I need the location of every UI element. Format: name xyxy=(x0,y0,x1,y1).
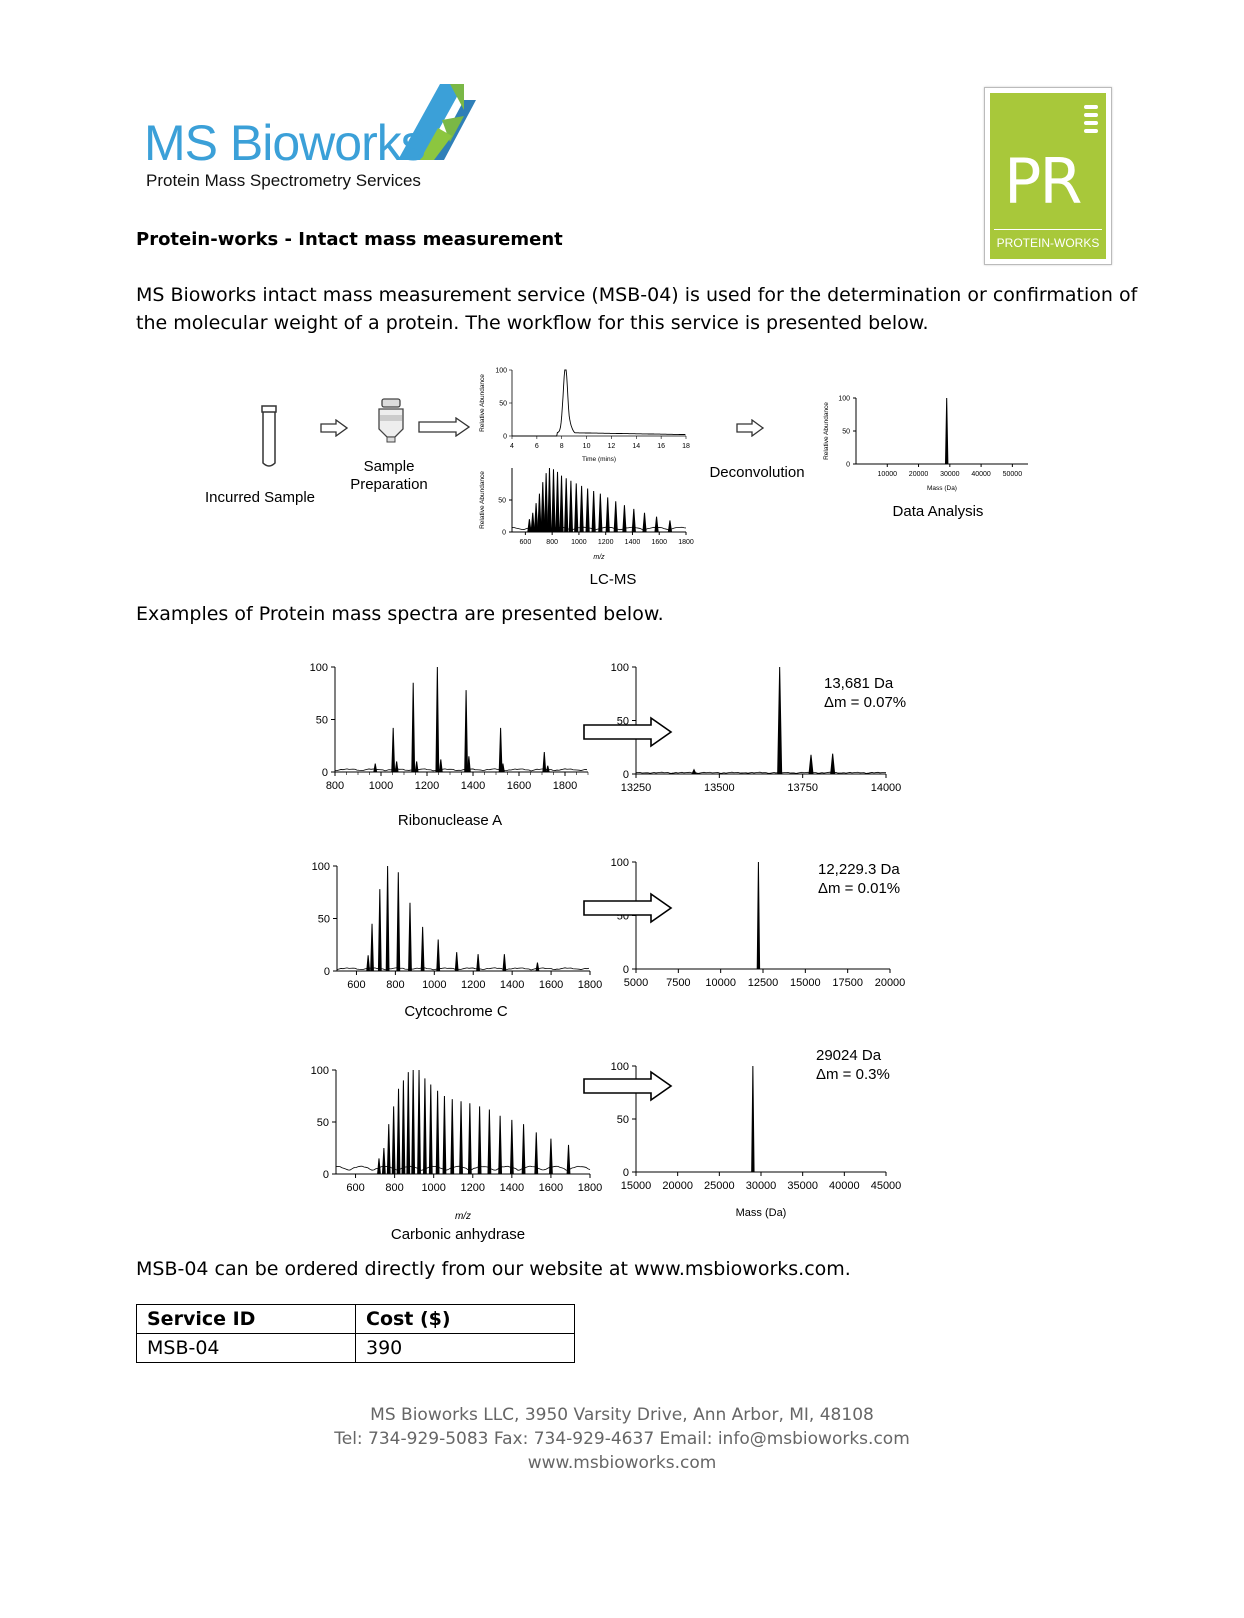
spectrum-peak xyxy=(545,473,548,532)
chromatogram-trace xyxy=(512,370,685,436)
badge-letters: PR xyxy=(1004,145,1081,218)
spectrum-name: Carbonic anhydrase xyxy=(390,1226,526,1243)
x-tick-label: 800 xyxy=(386,979,405,991)
spectrum-peak xyxy=(831,754,835,774)
spectrum-peak xyxy=(407,1072,410,1174)
y-axis-label: Relative Abundance xyxy=(479,471,486,529)
spectrum-peak xyxy=(378,1158,381,1174)
footer-address: MS Bioworks LLC, 3950 Varsity Drive, Ann Arbor, MI, 48108 xyxy=(370,1405,874,1425)
spectrum-peak xyxy=(586,488,589,532)
y-tick-label: 50 xyxy=(616,1113,629,1126)
incurred-sample-label: Incurred Sample xyxy=(204,489,316,506)
spectrum-peak xyxy=(499,1116,502,1174)
x-tick-label: 1000 xyxy=(421,1182,446,1194)
x-tick-label: 1800 xyxy=(577,1182,603,1194)
x-tick-label: 14 xyxy=(632,443,641,450)
spectrum-peak xyxy=(421,927,424,971)
spectrum-peak xyxy=(429,1085,432,1174)
y-tick-label: 0 xyxy=(322,1168,329,1181)
spectrum-peak xyxy=(550,1139,553,1174)
data-analysis-label: Data Analysis xyxy=(892,503,984,520)
table-row xyxy=(137,1334,575,1363)
y-tick-label: 50 xyxy=(315,714,328,727)
spectrum-peak xyxy=(580,486,583,532)
spectrum-peak xyxy=(560,476,563,532)
lcms-label: LC-MS xyxy=(589,571,637,588)
spectrum-name: Cytcochrome C xyxy=(404,1003,508,1020)
y-tick-label: 0 xyxy=(502,529,506,537)
x-tick-label: 1200 xyxy=(414,780,440,792)
y-tick-label: 100 xyxy=(309,661,328,674)
y-axis-label: Relative Abundance xyxy=(479,374,486,432)
spectrum-peak xyxy=(465,690,468,772)
spectrum-peak xyxy=(412,1070,415,1174)
lcms-chromatogram xyxy=(474,362,694,470)
y-tick-label: 50 xyxy=(498,497,506,505)
spectrum-peak xyxy=(614,501,617,532)
y-tick-label: 0 xyxy=(622,963,629,976)
spectrum-peak xyxy=(468,1103,471,1174)
spectrum-peak xyxy=(757,862,759,969)
spectrum-peak xyxy=(752,1066,754,1172)
spectrum-peak xyxy=(392,728,395,772)
x-tick-label: 25000 xyxy=(704,1180,735,1192)
x-tick-label: 800 xyxy=(325,780,345,792)
arrow-right-icon xyxy=(320,419,348,437)
x-tick-label: 1000 xyxy=(571,539,587,546)
spectrum-peak xyxy=(541,482,544,532)
ribonuclease-mz-spectrum xyxy=(300,656,600,806)
x-tick-label: 600 xyxy=(347,979,366,991)
y-tick-label: 0 xyxy=(503,433,507,441)
x-tick-label: 50000 xyxy=(1002,471,1023,478)
x-tick-label: 7500 xyxy=(666,977,691,989)
spectrum-peak xyxy=(477,954,480,971)
footer xyxy=(0,1403,1244,1475)
x-tick-label: 1200 xyxy=(597,539,614,546)
arrow-right-icon xyxy=(736,419,764,437)
x-tick-label: 45000 xyxy=(870,1180,902,1192)
spectrum-peak xyxy=(418,1070,421,1174)
spectrum-peak xyxy=(436,1091,439,1174)
x-tick-label: 40000 xyxy=(829,1180,860,1192)
y-axis-label: Relative Abundance xyxy=(823,402,830,460)
spectrum-peak xyxy=(409,903,412,971)
y-tick-label: 100 xyxy=(311,860,330,873)
page-title: Protein-works - Intact mass measurement xyxy=(136,229,563,250)
x-tick-label: 18 xyxy=(682,443,690,450)
y-tick-label: 100 xyxy=(838,395,850,403)
y-tick-label: 50 xyxy=(316,1116,329,1129)
spectrum-peak xyxy=(531,513,534,532)
baseline-trace xyxy=(636,772,886,773)
x-tick-label: 15000 xyxy=(620,1180,652,1192)
spectrum-peak xyxy=(556,472,559,532)
x-tick-label: 1400 xyxy=(499,979,525,991)
test-tube-icon xyxy=(258,403,280,471)
table-cell: MSB-04 xyxy=(137,1334,356,1363)
mass-annotation: 29024 Da Δm = 0.3% xyxy=(816,1047,890,1083)
x-tick-label: 16 xyxy=(657,443,666,450)
y-tick-label: 0 xyxy=(846,461,850,469)
spectrum-peak xyxy=(478,1106,481,1174)
x-tick-label: 14000 xyxy=(870,782,902,794)
x-axis-label: Time (mins) xyxy=(581,456,617,463)
spectrum-peak xyxy=(567,1145,570,1174)
y-tick-label: 100 xyxy=(310,1064,329,1077)
x-tick-label: 13250 xyxy=(620,782,652,794)
sample-preparation-label: Sample Preparation xyxy=(350,458,428,493)
spectrum-peak xyxy=(536,963,539,971)
spectrum-peak xyxy=(522,1124,525,1174)
x-axis-label: m/z xyxy=(454,1211,472,1222)
x-tick-label: 4 xyxy=(510,443,514,450)
baseline-trace xyxy=(337,968,589,970)
x-tick-label: 10000 xyxy=(705,977,736,989)
spectrum-peak xyxy=(623,505,626,532)
spectrum-peak xyxy=(443,1096,446,1174)
mass-annotation: 12,229.3 Da Δm = 0.01% xyxy=(818,861,901,897)
spectrum-peak xyxy=(395,762,398,773)
x-tick-label: 1800 xyxy=(552,780,578,792)
x-tick-label: 1400 xyxy=(624,539,641,546)
spectrum-peak xyxy=(778,667,782,774)
examples-text: Examples of Protein mass spectra are presented below. xyxy=(136,603,664,625)
spectrum-peak xyxy=(412,683,415,772)
spectrum-peak xyxy=(424,1078,427,1174)
x-tick-label: 1600 xyxy=(538,979,564,991)
carbonic-anhydrase-mz-spectrum xyxy=(300,1057,610,1227)
table-header: Cost ($) xyxy=(356,1305,575,1334)
x-tick-label: 1600 xyxy=(506,780,532,792)
x-tick-label: 10 xyxy=(582,443,591,450)
logo-subtitle: Protein Mass Spectrometry Services xyxy=(146,171,421,190)
spectrum-peak xyxy=(374,764,377,772)
spectrum-peak xyxy=(378,889,381,971)
spectrum-peak xyxy=(565,478,568,532)
spectrum-peak xyxy=(467,756,470,772)
y-tick-label: 50 xyxy=(616,715,629,728)
footer-website: www.msbioworks.com xyxy=(527,1453,717,1473)
intro-line-1: MS Bioworks intact mass measurement service (MSB-04) is used for the determination or confirmation of xyxy=(136,284,1138,306)
x-tick-label: 1800 xyxy=(577,979,603,991)
spectrum-peak xyxy=(528,519,531,532)
lcms-spectrum xyxy=(474,462,694,568)
spectrum-peak xyxy=(499,728,502,772)
spectrum-peak xyxy=(386,866,389,971)
spectrum-peak xyxy=(415,762,418,773)
x-tick-label: 20000 xyxy=(874,977,906,989)
deconvolution-label: Deconvolution xyxy=(709,464,805,481)
x-tick-label: 30000 xyxy=(745,1180,777,1192)
spectrum-peak xyxy=(371,924,374,971)
spectrum-peak xyxy=(510,1120,513,1174)
x-tick-label: 8 xyxy=(559,443,564,450)
arrow-right-icon xyxy=(583,892,673,924)
x-axis-label: m/z xyxy=(593,554,605,561)
spectrum-peak xyxy=(397,872,400,971)
x-tick-label: 1000 xyxy=(422,979,447,991)
logo-wordmark: MS Bioworks xyxy=(144,115,425,171)
spectrum-peak xyxy=(387,1124,390,1174)
spectrum-peak xyxy=(546,766,549,772)
spectrum-peak xyxy=(668,520,671,532)
x-tick-label: 20000 xyxy=(662,1180,693,1192)
x-tick-label: 12500 xyxy=(747,977,779,989)
spectrum-peak xyxy=(451,1099,454,1174)
spectrum-peak xyxy=(575,483,578,532)
spectrum-peak xyxy=(535,1132,538,1174)
y-tick-label: 0 xyxy=(622,1166,629,1179)
y-tick-label: 50 xyxy=(499,400,507,408)
spectrum-peak xyxy=(455,952,458,971)
spectrum-peak xyxy=(460,1101,463,1174)
spectrum-peak xyxy=(437,940,440,972)
x-tick-label: 1200 xyxy=(460,1182,486,1194)
x-tick-label: 1400 xyxy=(499,1182,525,1194)
spectrum-peak xyxy=(503,954,506,971)
vial-icon xyxy=(376,397,406,443)
spectrum-peak xyxy=(632,509,635,532)
y-tick-label: 0 xyxy=(323,965,330,978)
x-tick-label: 600 xyxy=(346,1182,365,1194)
y-tick-label: 50 xyxy=(842,428,850,436)
x-tick-label: 1400 xyxy=(460,780,486,792)
spectrum-peak xyxy=(606,497,609,532)
y-tick-label: 100 xyxy=(610,1060,629,1073)
mass-annotation: 13,681 Da Δm = 0.07% xyxy=(824,675,907,711)
badge-caption: PROTEIN-WORKS xyxy=(996,236,1100,250)
stack-lines-icon xyxy=(1082,103,1100,139)
spectrum-peak xyxy=(643,513,646,532)
y-tick-label: 0 xyxy=(321,766,328,779)
spectrum-peak xyxy=(488,1110,491,1174)
order-text: MSB-04 can be ordered directly from our website at www.msbioworks.com. xyxy=(136,1258,851,1280)
x-tick-label: 1600 xyxy=(538,1182,564,1194)
x-tick-label: 15000 xyxy=(790,977,821,989)
y-tick-label: 100 xyxy=(610,856,629,869)
protein-works-badge xyxy=(984,87,1112,265)
spectrum-peak xyxy=(548,468,551,532)
x-tick-label: 13500 xyxy=(704,782,735,794)
intro-line-2: the molecular weight of a protein. The workflow for this service is presented below. xyxy=(136,312,929,334)
spectrum-peak xyxy=(945,398,947,464)
spectrum-peak xyxy=(538,494,541,532)
x-axis-label: Mass (Da) xyxy=(735,1207,787,1219)
spectrum-peak xyxy=(592,491,595,532)
y-tick-label: 100 xyxy=(610,661,629,674)
spectrum-peak xyxy=(436,667,439,772)
spectrum-peak xyxy=(367,955,370,971)
arrow-right-icon xyxy=(583,1070,673,1102)
x-tick-label: 12 xyxy=(607,443,616,450)
service-table xyxy=(136,1304,575,1363)
spectrum-peak xyxy=(543,752,546,772)
spectrum-peak xyxy=(382,1148,385,1174)
msbioworks-logo xyxy=(140,80,480,195)
spectrum-peak xyxy=(599,494,602,532)
x-axis-label: Mass (Da) xyxy=(927,485,957,492)
spectrum-peak xyxy=(534,503,537,532)
table-header-row xyxy=(137,1305,575,1334)
x-tick-label: 1800 xyxy=(678,539,694,546)
x-tick-label: 40000 xyxy=(971,471,991,478)
y-tick-label: 100 xyxy=(495,367,507,375)
spectrum-peak xyxy=(439,759,442,772)
spectrum-peak xyxy=(392,1106,395,1174)
x-tick-label: 1200 xyxy=(460,979,486,991)
table-header: Service ID xyxy=(137,1305,356,1334)
cytochrome-mz-spectrum xyxy=(300,853,610,1003)
x-tick-label: 30000 xyxy=(940,471,960,478)
x-tick-label: 10000 xyxy=(877,471,898,478)
x-tick-label: 13750 xyxy=(787,782,818,794)
y-tick-label: 50 xyxy=(616,910,629,923)
deconvoluted-spectrum xyxy=(818,390,1038,494)
x-tick-label: 6 xyxy=(534,443,539,450)
x-tick-label: 17500 xyxy=(832,977,863,989)
x-tick-label: 20000 xyxy=(908,471,929,478)
x-tick-label: 600 xyxy=(519,539,532,546)
footer-contact: Tel: 734-929-5083 Fax: 734-929-4637 Email: info@msbioworks.com xyxy=(334,1429,910,1449)
x-tick-label: 1000 xyxy=(368,780,394,792)
y-tick-label: 0 xyxy=(622,768,629,781)
arrow-right-icon xyxy=(418,417,470,437)
spectrum-peak xyxy=(552,469,555,532)
spectrum-peak xyxy=(809,755,813,774)
spectrum-peak xyxy=(397,1089,400,1174)
spectrum-peak xyxy=(569,481,572,532)
arrow-right-icon xyxy=(583,716,673,748)
table-cell: 390 xyxy=(356,1334,575,1363)
x-tick-label: 5000 xyxy=(623,977,649,989)
y-tick-label: 50 xyxy=(317,913,330,926)
spectrum-peak xyxy=(692,770,696,774)
spectrum-name: Ribonuclease A xyxy=(397,812,503,829)
x-tick-label: 800 xyxy=(546,539,558,546)
spectrum-peak xyxy=(655,517,658,532)
x-tick-label: 35000 xyxy=(787,1180,818,1192)
spectrum-peak xyxy=(402,1080,405,1174)
x-tick-label: 800 xyxy=(385,1182,404,1194)
x-tick-label: 1600 xyxy=(651,539,668,546)
